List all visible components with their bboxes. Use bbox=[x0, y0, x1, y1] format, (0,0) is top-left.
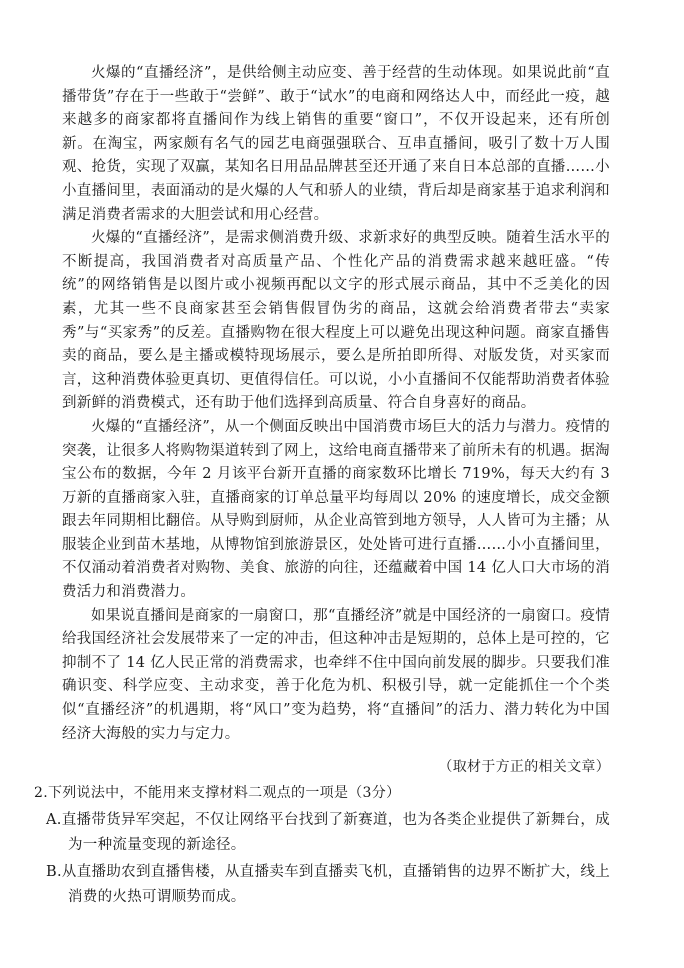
question-option-b: B.从直播助农到直播售楼，从直播卖车到直播卖飞机，直播销售的边界不断扩大，线上消费的火热可谓顺势而成。 bbox=[46, 864, 610, 905]
article-paragraph-2: 火爆的“直播经济”，是需求侧消费升级、求新求好的典型反映。随着生活水平的不断提高，我国消费者对高质量产品、个性化产品的消费需求越来越旺盛。“传统”的网络销售是以图片或小视频再配以文字的形式展示商品，其中不乏美化的因素，尤其一些不良商家甚至会销售假冒伪劣的商品，这就会给消费者带去“卖家秀”与“买家秀”的反差。直播购物在很大程度上可以避免出现这种问题。商家直播售卖的商品，要么是主播或模特现场展示，要么是所拍即所得、对版发货，对买家而言，这种消费体验更真切、更值得信任。可以说，小小直播间不仅能帮助消费者体验到新鲜的消费模式，还有助于他们选择到高质量、符合自身喜好的商品。 bbox=[62, 230, 610, 412]
article-paragraph-4: 如果说直播间是商家的一扇窗口，那“直播经济”就是中国经济的一扇窗口。疫情给我国经济社会发展带来了一定的冲击，但这种冲击是短期的，总体上是可控的，它抑制不了 14 亿人民正常的消费需求，也牵绊不住中国向前发展的脚步。只要我们准确识变、科学应变、主动求变，善于化危为机、积极引导，就一定能抓住一个个类似“直播经济”的机遇期，将“风口”变为趋势，将“直播间”的活力、潜力转化为中国经济大海般的实力与定力。 bbox=[62, 607, 610, 742]
question-stem: 2.下列说法中，不能用来支撑材料二观点的一项是（3分） bbox=[34, 785, 401, 802]
question-option-a: A.直播带货异军突起，不仅让网络平台找到了新赛道，也为各类企业提供了新舞台，成为一种流量变现的新途径。 bbox=[46, 812, 610, 853]
article-paragraph-3: 火爆的“直播经济”，从一个侧面反映出中国消费市场巨大的活力与潜力。疫情的突袭，让很多人将购物渠道转到了网上，这给电商直播带来了前所未有的机遇。据淘宝公布的数据，今年 2 月该平台新开直播的商家数环比增长 719%，每天大约有 3 万新的直播商家入驻，直播商家的订单总量平均每周以 20% 的速度增长，成交金额跟去年同期相比翻倍。从导购到厨师，从企业高管到地方领导，人人皆可为主播；从服装企业到苗木基地，从博物馆到旅游景区，处处皆可进行直播……小小直播间里，不仅涌动着消费者对购物、美食、旅游的向往，还蕴藏着中国 14 亿人口大市场的消费活力和消费潜力。 bbox=[62, 418, 610, 601]
article-source: （取材于方正的相关文章） bbox=[438, 759, 610, 776]
article-body bbox=[62, 62, 610, 746]
article-paragraph-1: 火爆的“直播经济”，是供给侧主动应变、善于经营的生动体现。如果说此前“直播带货”存在于一些敢于“尝鲜”、敢于“试水”的电商和网络达人中，而经此一疫，越来越多的商家都将直播间作为线上销售的重要“窗口”，不仅开设起来，还有所创新。在淘宝，两家颇有名气的园艺电商强强联合、互串直播间，吸引了数十万人围观、抢货，实现了双赢，某知名日用品品牌甚至还开通了来自日本总部的直播……小小直播间里，表面涌动的是火爆的人气和骄人的业绩，背后却是商家基于追求利润和满足消费者需求的大胆尝试和用心经营。 bbox=[62, 65, 610, 223]
question-block bbox=[34, 782, 610, 909]
